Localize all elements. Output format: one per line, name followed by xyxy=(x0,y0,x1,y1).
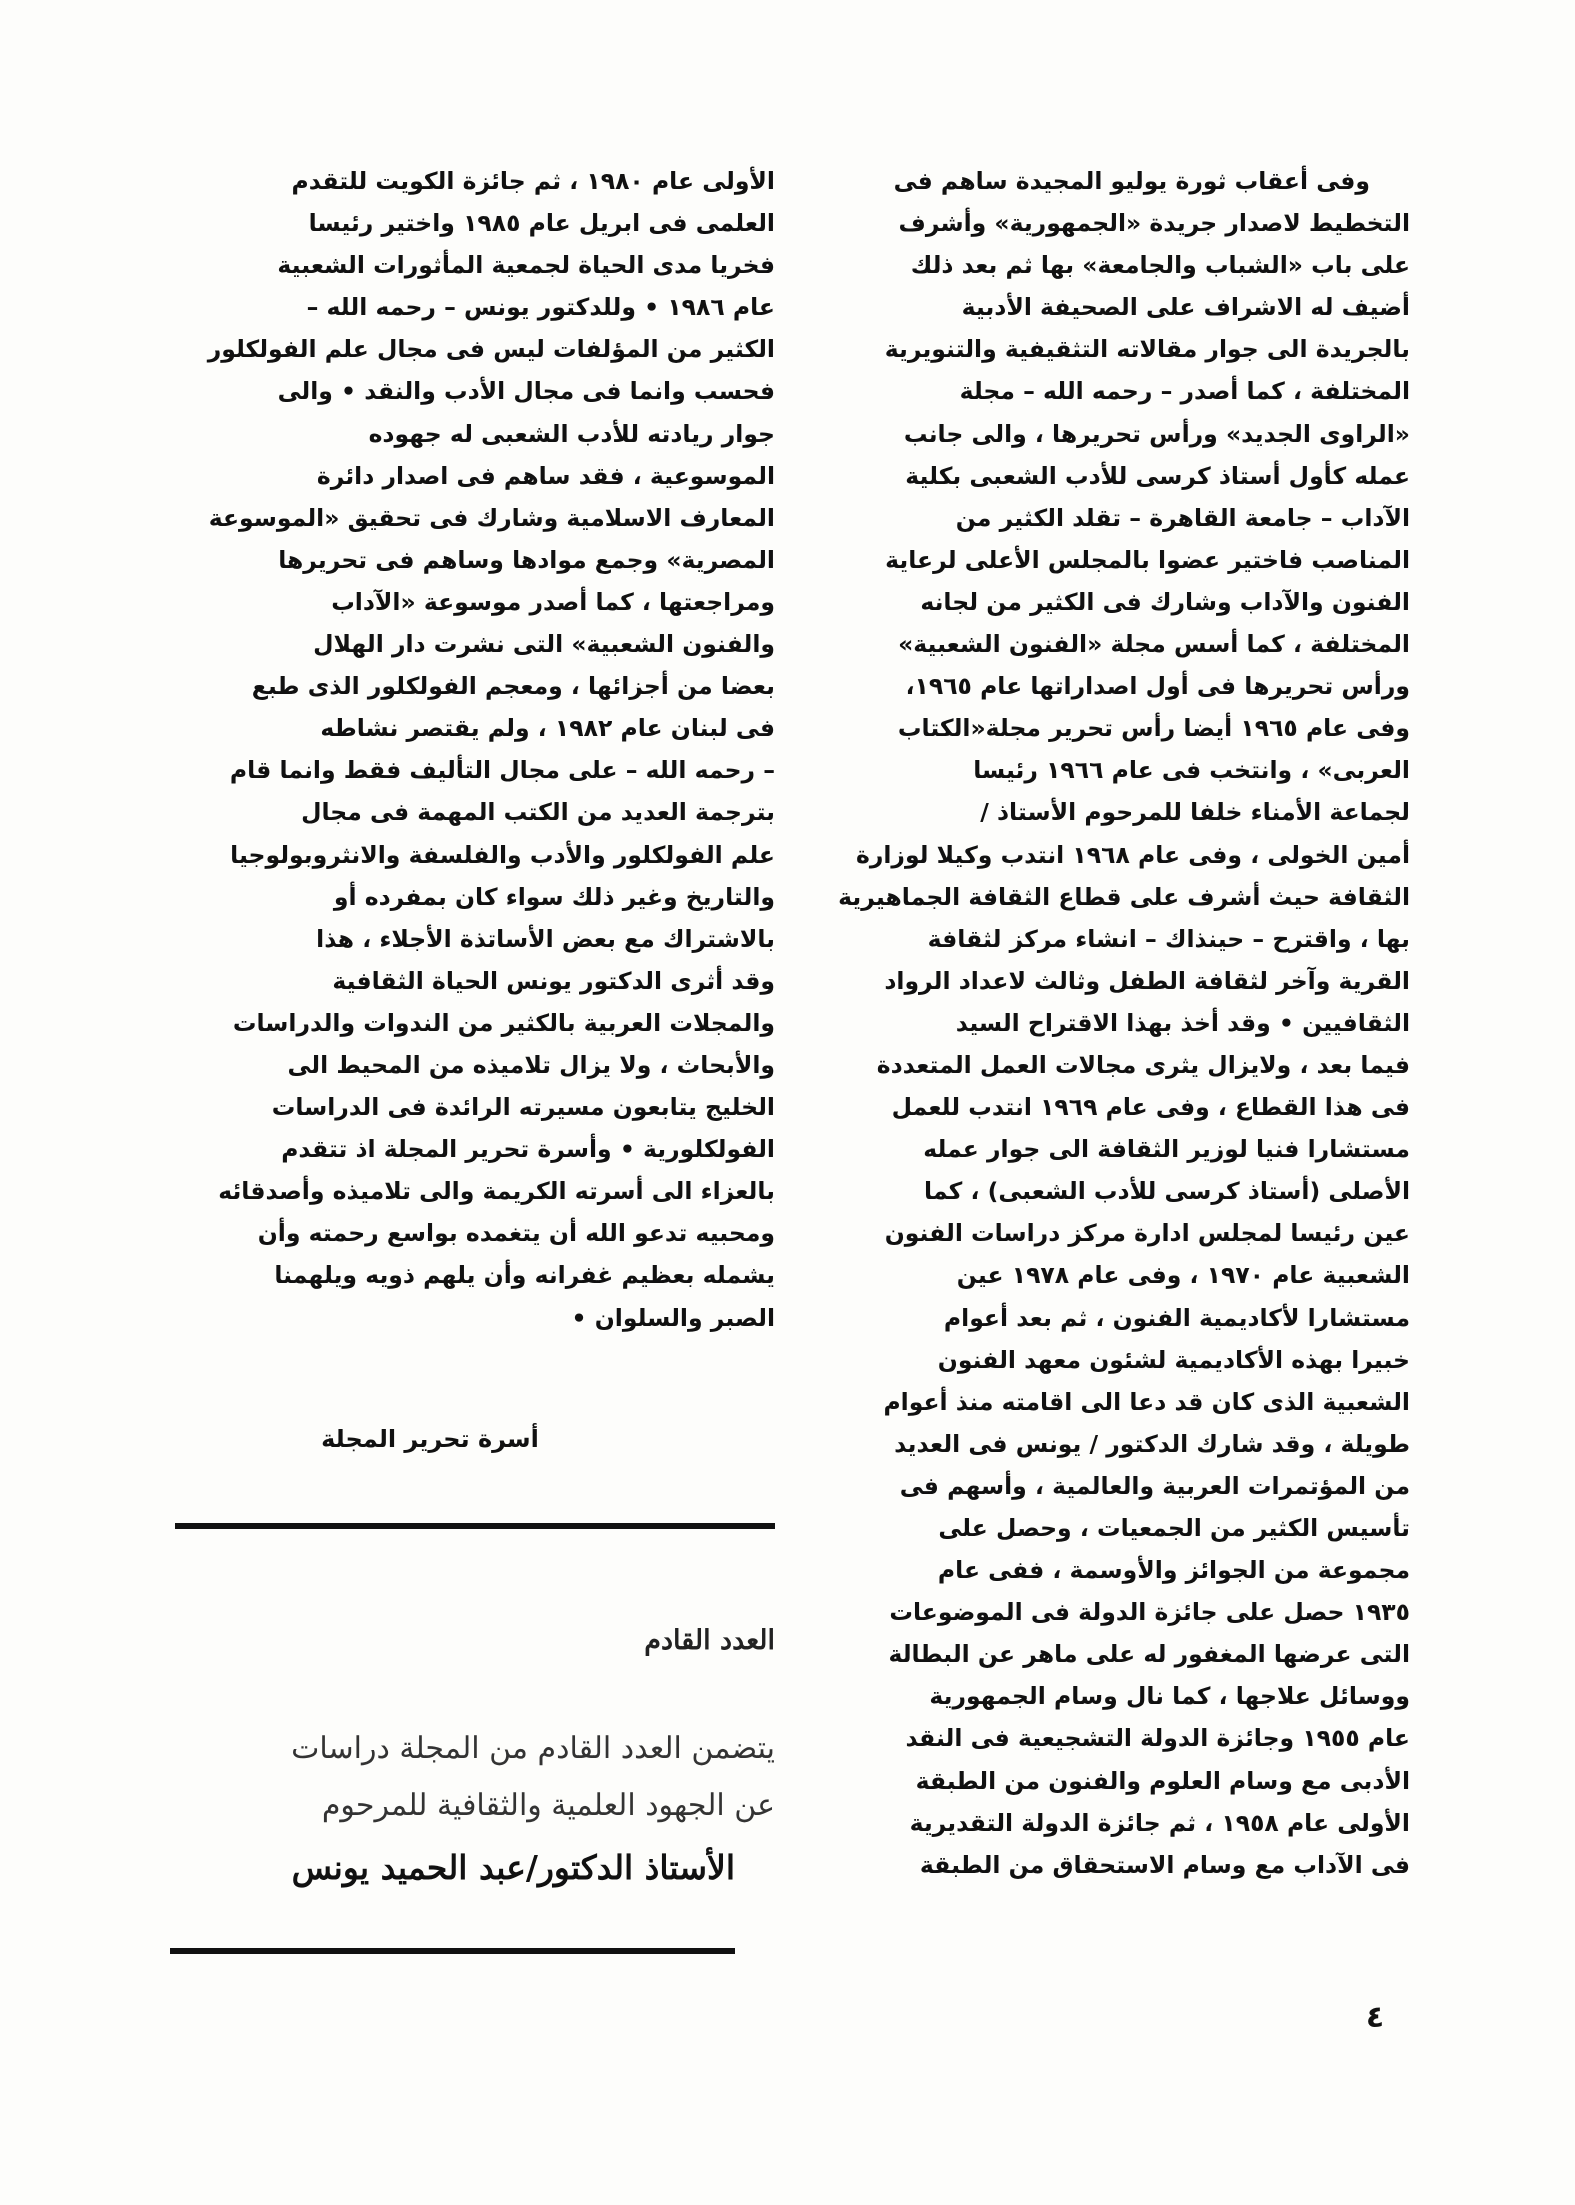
article-column-right xyxy=(820,160,1410,1886)
article-line: مستشارا لأكاديمية الفنون ، ثم بعد أعوام xyxy=(943,1303,1410,1332)
article-line: فى الآداب مع وسام الاستحقاق من الطبقة xyxy=(919,1850,1410,1879)
article-line: الأصلى (أستاذ كرسى للأدب الشعبى) ، كما xyxy=(924,1177,1410,1206)
article-line: أمين الخولى ، وفى عام ١٩٦٨ انتدب وكيلا لوزارة xyxy=(855,840,1410,869)
article-line: عام ١٩٥٥ وجائزة الدولة التشجيعية فى النقد xyxy=(905,1724,1410,1753)
article-line: الصبر والسلوان • xyxy=(571,1303,775,1332)
article-line: فخريا مدى الحياة لجمعية المأثورات الشعبية xyxy=(277,251,775,280)
article-line: وفى أعقاب ثورة يوليو المجيدة ساهم فى xyxy=(893,167,1370,195)
article-line: خبيرا بهذه الأكاديمية لشئون معهد الفنون xyxy=(937,1345,1410,1374)
article-line: لجماعة الأمناء خلفا للمرحوم الأستاذ / xyxy=(980,798,1410,827)
article-line: يشمله بعظيم غفرانه وأن يلهم ذويه ويلهمنا xyxy=(274,1261,775,1290)
next-issue-name: الأستاذ الدكتور/عبد الحميد يونس xyxy=(291,1848,735,1887)
article-line: من المؤتمرات العربية والعالمية ، وأسهم فى xyxy=(899,1471,1410,1500)
article-line: الثقافيين • وقد أخذ بهذا الاقتراح السيد xyxy=(955,1008,1410,1037)
next-issue-body xyxy=(170,1720,775,1834)
article-line: الخليج يتابعون مسيرته الرائدة فى الدراسات xyxy=(271,1093,775,1122)
article-line: عين رئيسا لمجلس ادارة مركز دراسات الفنون xyxy=(884,1219,1410,1248)
article-line: بالاشتراك مع بعض الأساتذة الأجلاء ، هذا xyxy=(316,924,775,953)
article-line: المعارف الاسلامية وشارك فى تحقيق «الموسوعة xyxy=(208,503,775,532)
article-line: بعضا من أجزائها ، ومعجم الفولكلور الذى طبع xyxy=(251,672,775,701)
article-line: الآداب – جامعة القاهرة – تقلد الكثير من xyxy=(955,503,1410,532)
article-line: ومحبيه تدعو الله أن يتغمده بواسع رحمته وأن xyxy=(257,1219,775,1248)
article-line: الكثير من المؤلفات ليس فى مجال علم الفولكلور xyxy=(207,335,775,364)
article-line: المصرية» وجمع موادها وساهم فى تحريرها xyxy=(278,545,775,574)
article-line: ووسائل علاجها ، كما نال وسام الجمهورية xyxy=(929,1682,1410,1711)
next-issue-body-line: يتضمن العدد القادم من المجلة دراسات xyxy=(291,1731,775,1766)
article-line: «الراوى الجديد» ورأس تحريرها ، والى جانب xyxy=(903,419,1410,448)
article-line: التخطيط لاصدار جريدة «الجمهورية» وأشرف xyxy=(898,209,1410,238)
article-line: وفى عام ١٩٦٥ أيضا رأس تحرير مجلة«الكتاب xyxy=(897,714,1410,743)
article-line: بالعزاء الى أسرته الكريمة والى تلاميذه وأصدقائه xyxy=(218,1177,775,1206)
article-line: أضيف له الاشراف على الصحيفة الأدبية xyxy=(961,293,1410,322)
article-line: والفنون الشعبية» التى نشرت دار الهلال xyxy=(313,630,775,659)
article-line: الموسوعية ، فقد ساهم فى اصدار دائرة xyxy=(316,461,775,490)
article-line: التى عرضها المغفور له على ماهر عن البطالة xyxy=(888,1640,1410,1669)
article-line: علم الفولكلور والأدب والفلسفة والانثروبولوجيا xyxy=(230,840,775,869)
article-line: المختلفة ، كما أصدر – رحمه الله – مجلة xyxy=(959,377,1410,406)
article-line: الأولى عام ١٩٨٠ ، ثم جائزة الكويت للتقدم xyxy=(291,167,775,195)
article-line: طويلة ، وقد شارك الدكتور / يونس فى العديد xyxy=(894,1429,1410,1458)
article-line: ورأس تحريرها فى أول اصداراتها عام ١٩٦٥، xyxy=(905,672,1410,701)
article-line: الشعبية الذى كان قد دعا الى اقامته منذ أعوام xyxy=(883,1387,1410,1416)
article-line: والتاريخ وغير ذلك سواء كان بمفرده أو xyxy=(333,882,775,911)
article-line: الأدبى مع وسام العلوم والفنون من الطبقة xyxy=(915,1766,1410,1795)
article-line: – رحمه الله – على مجال التأليف فقط وانما قام xyxy=(229,756,775,785)
article-line: الثقافة حيث أشرف على قطاع الثقافة الجماهيرية xyxy=(838,882,1410,911)
article-line: جوار ريادته للأدب الشعبى له جهوده xyxy=(368,419,775,448)
article-column-left xyxy=(175,160,775,1339)
article-line: مستشارا فنيا لوزير الثقافة الى جوار عمله xyxy=(923,1135,1410,1164)
article-line: والمجلات العربية بالكثير من الندوات والدراسات xyxy=(232,1008,775,1037)
article-line: المناصب فاختير عضوا بالمجلس الأعلى لرعاية xyxy=(885,545,1410,574)
article-line: المختلفة ، كما أسس مجلة «الفنون الشعبية» xyxy=(898,630,1410,659)
article-line: العلمى فى ابريل عام ١٩٨٥ واختير رئيسا xyxy=(308,209,775,238)
article-line: الفولكلورية • وأسرة تحرير المجلة اذ تتقدم xyxy=(281,1135,775,1164)
page-number: ٤ xyxy=(1365,2000,1385,2035)
article-line: بالجريدة الى جوار مقالاته التثقيفية والتنويرية xyxy=(884,335,1410,364)
article-line: الشعبية عام ١٩٧٠ ، وفى عام ١٩٧٨ عين xyxy=(956,1261,1410,1290)
article-line: تأسيس الكثير من الجمعيات ، وحصل على xyxy=(938,1514,1410,1542)
article-line: فى لبنان عام ١٩٨٢ ، ولم يقتصر نشاطه xyxy=(320,714,775,743)
article-line: الفنون والآداب وشارك فى الكثير من لجانه xyxy=(920,587,1410,616)
article-line: فيما بعد ، ولايزال يثرى مجالات العمل المتعددة xyxy=(876,1050,1410,1079)
divider-rule xyxy=(175,1523,775,1529)
article-line: مجموعة من الجوائز والأوسمة ، ففى عام xyxy=(937,1556,1410,1585)
article-line: القرية وآخر لثقافة الطفل وثالث لاعداد الرواد xyxy=(884,966,1410,995)
article-line: بترجمة العديد من الكتب المهمة فى مجال xyxy=(301,798,775,827)
article-line: على باب «الشباب والجامعة» بها ثم بعد ذلك xyxy=(910,251,1410,280)
article-line: فحسب وانما فى مجال الأدب والنقد • والى xyxy=(277,377,775,406)
article-line: الأولى عام ١٩٥٨ ، ثم جائزة الدولة التقديرية xyxy=(909,1808,1410,1837)
article-line: عمله كأول أستاذ كرسى للأدب الشعبى بكلية xyxy=(905,461,1410,490)
article-line: فى هذا القطاع ، وفى عام ١٩٦٩ انتدب للعمل xyxy=(891,1093,1410,1122)
next-issue-body-line: عن الجهود العلمية والثقافية للمرحوم xyxy=(321,1788,775,1823)
article-line: العربى» ، وانتخب فى عام ١٩٦٦ رئيسا xyxy=(973,756,1410,785)
article-line: وقد أثرى الدكتور يونس الحياة الثقافية xyxy=(332,966,775,995)
divider-rule xyxy=(170,1948,735,1954)
article-line: بها ، واقترح – حينذاك – انشاء مركز لثقافة xyxy=(927,924,1410,953)
article-line: ١٩٣٥ حصل على جائزة الدولة فى الموضوعات xyxy=(889,1598,1410,1627)
article-line: عام ١٩٨٦ • وللدكتور يونس – رحمه الله – xyxy=(306,293,775,322)
article-line: والأبحاث ، ولا يزال تلاميذه من المحيط الى xyxy=(287,1050,775,1079)
signature: أسرة تحرير المجلة xyxy=(321,1425,539,1453)
article-line: ومراجعتها ، كما أصدر موسوعة «الآداب xyxy=(331,587,775,616)
next-issue-heading: العدد القادم xyxy=(644,1625,775,1656)
